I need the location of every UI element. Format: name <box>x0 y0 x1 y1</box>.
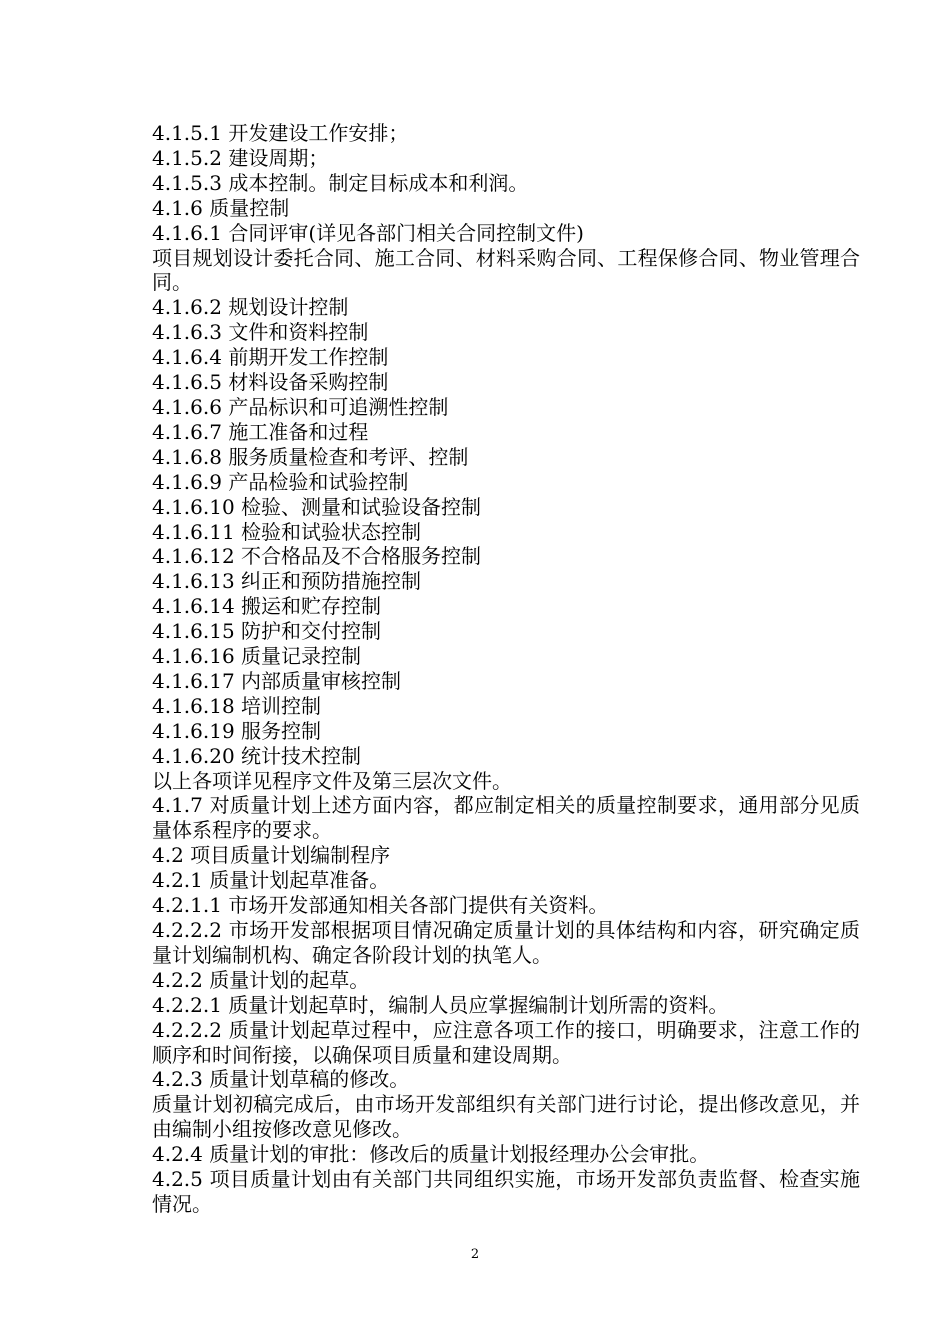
text-line: 4.1.6.20 统计技术控制 <box>152 743 362 768</box>
text-line: 4.1.6.3 文件和资料控制 <box>152 320 369 345</box>
text-line: 4.2.3 质量计划草稿的修改。 <box>152 1067 410 1092</box>
text-line: 4.2.2 质量计划的起草。 <box>152 967 370 992</box>
paragraph: 质量计划初稿完成后，由市场开发部组织有关部门进行讨论，提出修改意见，并由编制小组按修改意见修改。 <box>152 1092 860 1142</box>
text-line: 4.1.6.12 不合格品及不合格服务控制 <box>152 544 482 569</box>
text-line: 4.1.6.15 防护和交付控制 <box>152 619 382 644</box>
paragraph: 项目规划设计委托合同、施工合同、材料采购合同、工程保修合同、物业管理合同。 <box>152 245 860 295</box>
document-body <box>152 121 860 1217</box>
text-line: 4.1.6.17 内部质量审核控制 <box>152 668 402 693</box>
text-line: 4.1.6.8 服务质量检查和考评、控制 <box>152 444 469 469</box>
paragraph: 4.1.7 对质量计划上述方面内容，都应制定相关的质量控制要求，通用部分见质量体系程序的要求。 <box>152 793 860 843</box>
section-heading: 4.2 项目质量计划编制程序 <box>152 843 391 868</box>
text-line: 4.1.6.2 规划设计控制 <box>152 295 349 320</box>
paragraph: 4.2.5 项目质量计划由有关部门共同组织实施，市场开发部负责监督、检查实施情况。 <box>152 1167 860 1216</box>
text-line: 4.1.6.18 培训控制 <box>152 693 322 718</box>
text-line: 4.2.2.1 质量计划起草时，编制人员应掌握编制计划所需的资料。 <box>152 992 729 1017</box>
text-line: 以上各项详见程序文件及第三层次文件。 <box>152 768 512 793</box>
text-line: 4.2.1 质量计划起草准备。 <box>152 868 390 893</box>
page-number: 2 <box>470 1247 480 1262</box>
text-line: 4.1.6.14 搬运和贮存控制 <box>152 594 382 619</box>
text-line: 4.1.6.11 检验和试验状态控制 <box>152 519 422 544</box>
text-line: 4.1.5.2 建设周期； <box>152 145 329 170</box>
text-line: 4.1.6.19 服务控制 <box>152 718 322 743</box>
paragraph: 4.2.2.2 质量计划起草过程中，应注意各项工作的接口，明确要求，注意工作的顺序和时间衔接，以确保项目质量和建设周期。 <box>152 1017 860 1067</box>
text-line: 4.1.5.3 成本控制。制定目标成本和利润。 <box>152 170 529 195</box>
text-line: 4.1.6.5 材料设备采购控制 <box>152 370 389 395</box>
paragraph: 4.2.2.2 市场开发部根据项目情况确定质量计划的具体结构和内容，研究确定质量计划编制机构、确定各阶段计划的执笔人。 <box>152 918 860 967</box>
text-line: 4.1.6.10 检验、测量和试验设备控制 <box>152 494 482 519</box>
text-line: 4.2.4 质量计划的审批：修改后的质量计划报经理办公会审批。 <box>152 1142 710 1167</box>
text-line: 4.1.6.7 施工准备和过程 <box>152 419 369 444</box>
text-line: 4.1.6.4 前期开发工作控制 <box>152 345 389 370</box>
text-line: 4.1.6.1 合同评审(详见各部门相关合同控制文件) <box>152 220 584 245</box>
text-line: 4.1.5.1 开发建设工作安排； <box>152 121 409 145</box>
text-line: 4.1.6.9 产品检验和试验控制 <box>152 469 409 494</box>
text-line: 4.1.6.6 产品标识和可追溯性控制 <box>152 394 449 419</box>
text-line: 4.1.6.16 质量记录控制 <box>152 644 362 669</box>
text-line: 4.2.1.1 市场开发部通知相关各部门提供有关资料。 <box>152 893 609 918</box>
text-line: 4.1.6.13 纠正和预防措施控制 <box>152 569 422 594</box>
section-heading: 4.1.6 质量控制 <box>152 195 290 220</box>
